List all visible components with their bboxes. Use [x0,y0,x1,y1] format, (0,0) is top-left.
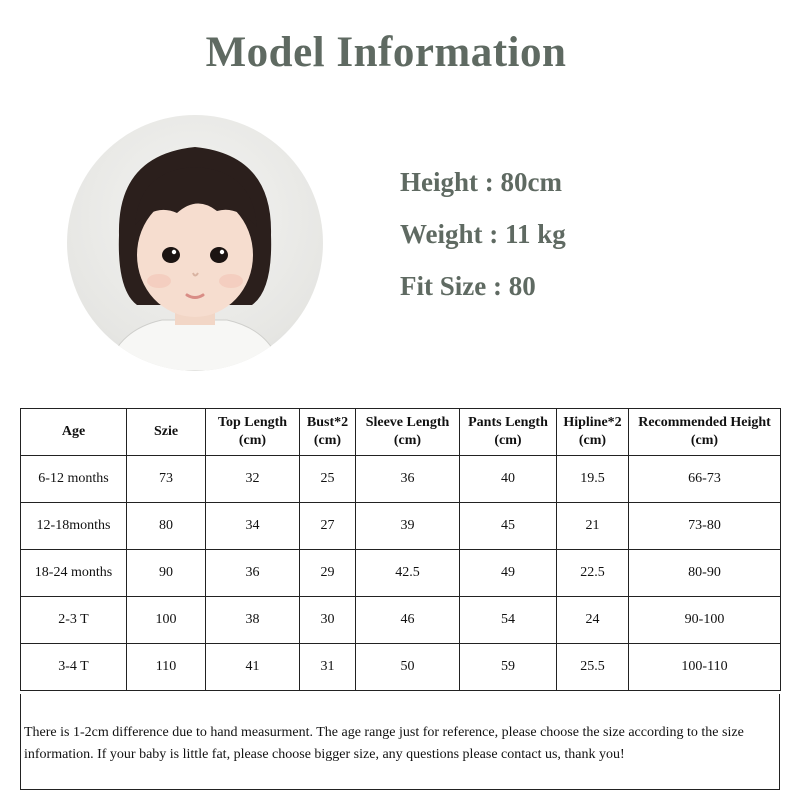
table-cell: 66-73 [629,456,781,503]
header-bust: Bust*2 (cm) [300,409,356,456]
table-cell: 90 [127,550,206,597]
table-cell: 46 [356,597,460,644]
table-cell: 39 [356,503,460,550]
table-cell: 110 [127,644,206,691]
child-portrait-illustration [67,115,323,371]
model-height: Height : 80cm [400,167,562,197]
table-cell: 49 [460,550,557,597]
table-cell: 80-90 [629,550,781,597]
table-cell: 40 [460,456,557,503]
table-header-row [21,409,781,456]
table-cell: 90-100 [629,597,781,644]
table-cell: 27 [300,503,356,550]
table-cell: 41 [206,644,300,691]
header-hipline: Hipline*2 (cm) [557,409,629,456]
table-cell: 6-12 months [21,456,127,503]
table-row [21,597,781,644]
header-top-length: Top Length (cm) [206,409,300,456]
table-cell: 100 [127,597,206,644]
table-cell: 100-110 [629,644,781,691]
table-cell: 30 [300,597,356,644]
table-cell: 36 [356,456,460,503]
table-row [21,503,781,550]
table-cell: 2-3 T [21,597,127,644]
table-cell: 22.5 [557,550,629,597]
header-age: Age [21,409,127,456]
table-cell: 21 [557,503,629,550]
table-cell: 31 [300,644,356,691]
table-cell: 54 [460,597,557,644]
table-cell: 12-18months [21,503,127,550]
table-cell: 50 [356,644,460,691]
table-cell: 25 [300,456,356,503]
table-cell: 80 [127,503,206,550]
header-size: Szie [127,409,206,456]
table-cell: 38 [206,597,300,644]
table-cell: 24 [557,597,629,644]
table-cell: 25.5 [557,644,629,691]
model-info [400,162,566,318]
table-row [21,456,781,503]
table-cell: 73-80 [629,503,781,550]
table-cell: 34 [206,503,300,550]
table-row [21,644,781,691]
table-row [21,550,781,597]
table-cell: 18-24 months [21,550,127,597]
model-photo [67,115,323,371]
table-cell: 29 [300,550,356,597]
size-note: There is 1-2cm difference due to hand measurment. The age range just for reference, please choose the size according to the size information. If your baby is little fat, please choose bigger size, any questions please contact us, thank you! [20,694,780,790]
table-cell: 73 [127,456,206,503]
table-cell: 36 [206,550,300,597]
table-cell: 45 [460,503,557,550]
size-chart-table [20,408,781,691]
model-fit-size: Fit Size : 80 [400,271,536,301]
model-weight: Weight : 11 kg [400,219,566,249]
table-cell: 32 [206,456,300,503]
table-cell: 59 [460,644,557,691]
header-recommended-height: Recommended Height (cm) [629,409,781,456]
table-cell: 19.5 [557,456,629,503]
page-title: Model Information [205,29,567,76]
table-cell: 42.5 [356,550,460,597]
header-pants-length: Pants Length (cm) [460,409,557,456]
table-cell: 3-4 T [21,644,127,691]
header-sleeve-length: Sleeve Length (cm) [356,409,460,456]
